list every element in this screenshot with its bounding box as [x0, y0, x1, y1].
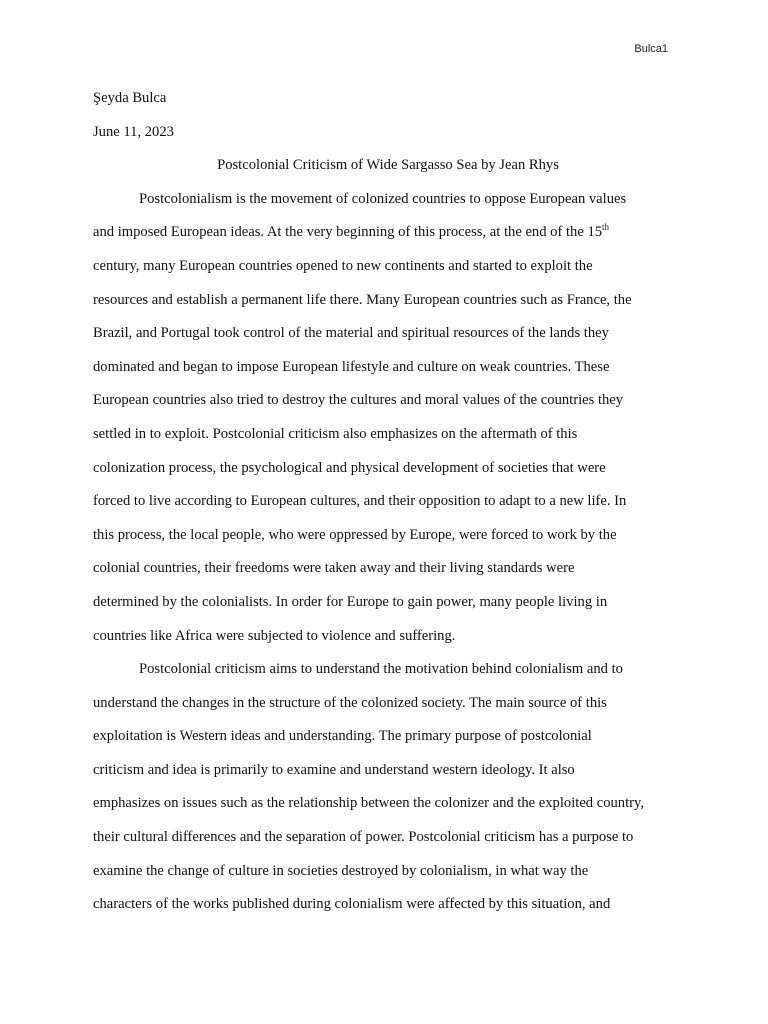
paragraph-line	[93, 216, 683, 250]
paragraph-line: examine the change of culture in societies destroyed by colonialism, in what way the	[93, 862, 589, 879]
paragraph-line: Brazil, and Portugal took control of the material and spiritual resources of the lands they	[93, 325, 609, 342]
paragraph-line: determined by the colonialists. In order for Europe to gain power, many people living in	[93, 593, 608, 610]
document-title: Postcolonial Criticism of Wide Sargasso Sea by Jean Rhys	[217, 157, 559, 174]
author-name: Şeyda Bulca	[93, 90, 167, 106]
paragraph-line: their cultural differences and the separation of power. Postcolonial criticism has a purpose to	[93, 829, 634, 846]
paragraph-line: countries like Africa were subjected to violence and suffering.	[93, 627, 456, 644]
paragraph-1	[93, 183, 683, 653]
paragraph-line: century, many European countries opened to new continents and started to exploit the	[93, 257, 593, 274]
paragraph-line: emphasizes on issues such as the relationship between the colonizer and the exploited country,	[93, 795, 645, 812]
paragraph-line: criticism and idea is primarily to examine and understand western ideology. It also	[93, 761, 575, 778]
paragraph-line: this process, the local people, who were oppressed by Europe, were forced to work by the	[93, 526, 617, 543]
document-body	[93, 82, 683, 922]
paragraph-line: forced to live according to European cultures, and their opposition to adapt to a new life. In	[93, 493, 627, 510]
paragraph-line: exploitation is Western ideas and understanding. The primary purpose of postcolonial	[93, 728, 592, 745]
paragraph-line: characters of the works published during colonialism were affected by this situation, and	[93, 896, 611, 913]
document-date: June 11, 2023	[93, 123, 174, 140]
paragraph-line: colonial countries, their freedoms were taken away and their living standards were	[93, 560, 575, 577]
paragraph-line: Postcolonialism is the movement of colonized countries to oppose European values	[139, 190, 627, 207]
paragraph-line: understand the changes in the structure of the colonized society. The main source of this	[93, 694, 607, 711]
paragraph-line: resources and establish a permanent life there. Many European countries such as France, the	[93, 291, 632, 308]
paragraph-line: Postcolonial criticism aims to understand the motivation behind colonialism and to	[139, 661, 623, 678]
paragraph-line: settled in to exploit. Postcolonial criticism also emphasizes on the aftermath of this	[93, 425, 578, 442]
paragraph-2	[93, 653, 683, 922]
ordinal-superscript: th	[602, 222, 610, 233]
header-page-number: Bulca1	[634, 43, 668, 55]
paragraph-line: European countries also tried to destroy the cultures and moral values of the countries they	[93, 392, 624, 409]
paragraph-line: colonization process, the psychological and physical development of societies that were	[93, 459, 606, 476]
paragraph-line: dominated and began to impose European lifestyle and culture on weak countries. These	[93, 358, 610, 375]
paragraph-line-text: and imposed European ideas. At the very beginning of this process, at the end of the 15	[93, 224, 603, 241]
